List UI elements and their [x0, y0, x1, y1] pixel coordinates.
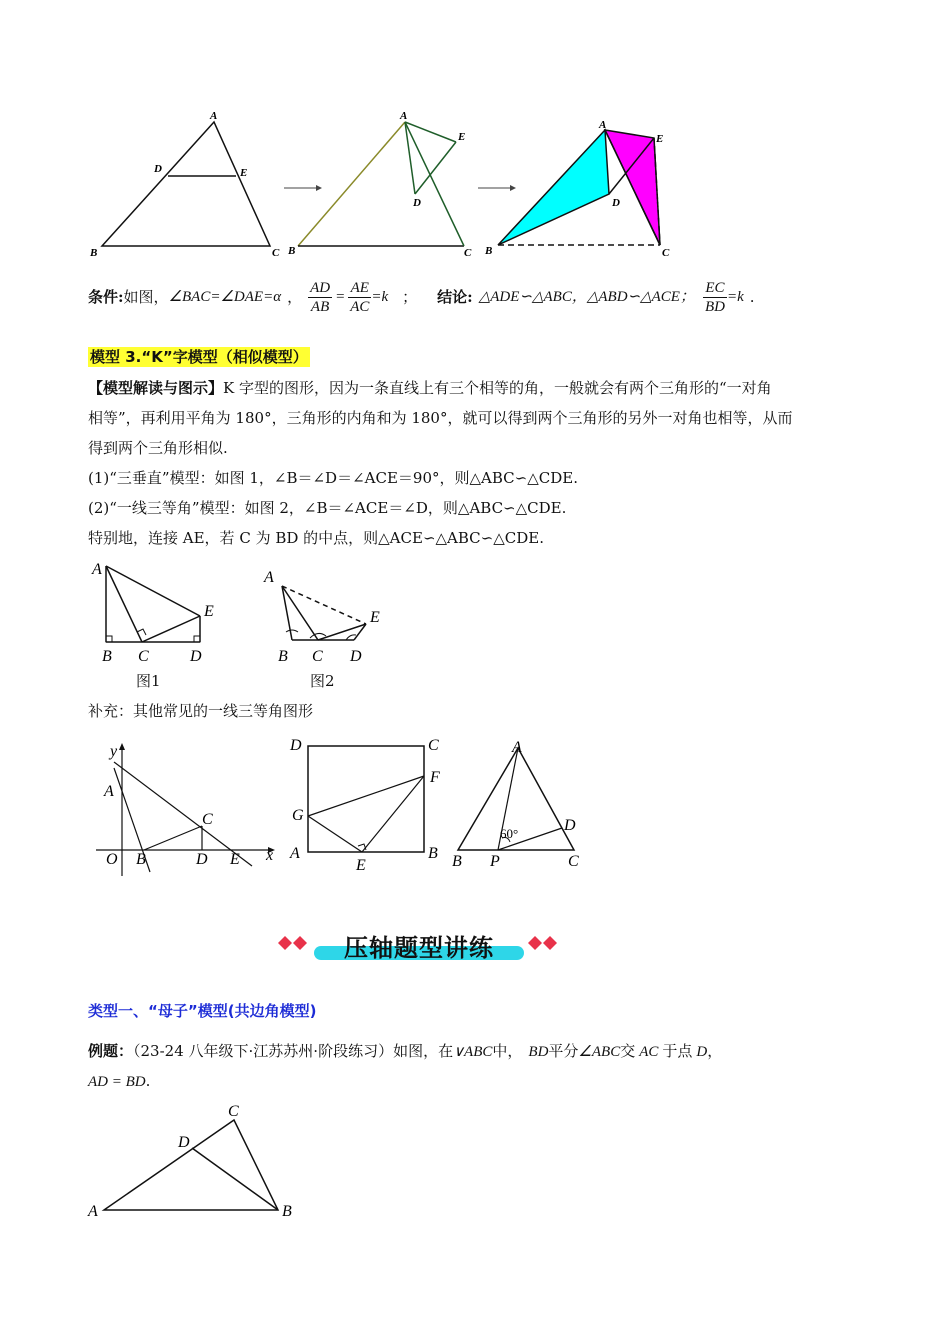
label-D: D: [178, 1134, 190, 1151]
label-E: E: [370, 609, 380, 626]
label-C: C: [202, 811, 213, 828]
label-D: D: [564, 817, 576, 834]
example-line2: AD = BD.: [88, 1072, 151, 1090]
label-F: F: [430, 769, 440, 786]
model3-para-line3: 得到两个三角形相似.: [88, 439, 228, 457]
model2-figure-3: [484, 112, 674, 262]
model3-para-line1: 【模型解读与图示】K 字型的图形，因为一条直线上有三个相等的角，一般就会有两个三角形的“一对角: [88, 379, 772, 397]
label-E: E: [240, 167, 248, 179]
fraction-ae-ac: $\frac{AE}{AC}$: [350, 279, 370, 315]
fig2-caption: 图2: [310, 672, 335, 690]
condition-angles: ∠BAC=∠DAE=α: [168, 289, 282, 305]
label-A: A: [599, 119, 607, 131]
label-C: C: [464, 247, 472, 259]
supplement-figure-square: [288, 734, 448, 874]
label-B: B: [278, 648, 288, 665]
type1-title: 类型一、“母子”模型(共边角模型): [88, 1002, 317, 1020]
label-C: C: [662, 247, 670, 259]
label-angle: 60°: [500, 826, 519, 841]
label-D: D: [612, 197, 620, 209]
k-model-figure-1: [88, 560, 228, 670]
model3-para-line2: 相等”，再利用平角为 180°，三角形的内角和为 180°，就可以得到两个三角形的另外一对角也相等，从而: [88, 409, 793, 427]
label-A: A: [92, 561, 102, 578]
model3-item3: 特别地，连接 AE，若 C 为 BD 的中点，则△ACE∽△ABC∽△CDE.: [88, 529, 544, 547]
banner-title: 压轴题型讲练: [344, 934, 494, 962]
label-O: O: [106, 851, 118, 868]
label-D: D: [196, 851, 208, 868]
supplement-figure-coordinate: [92, 740, 292, 880]
fig1-caption: 图1: [136, 672, 161, 690]
label-C: C: [228, 1103, 239, 1120]
model3-item1: (1)“三垂直”模型：如图 1，∠B＝∠D＝∠ACE＝90°，则△ABC∽△CDE.: [88, 469, 578, 487]
label-D: D: [154, 163, 162, 175]
label-A: A: [264, 569, 274, 586]
conclusion-label: 结论:: [437, 288, 473, 306]
label-E: E: [656, 133, 664, 145]
label-B: B: [288, 245, 296, 257]
label-A: A: [290, 845, 300, 862]
example-figure: [88, 1100, 308, 1220]
conclusion-text: △ADE∽△ABC，△ABD∽△ACE；: [478, 289, 695, 305]
label-G: G: [292, 807, 304, 824]
label-D: D: [413, 197, 421, 209]
diamond-right-icon: [528, 936, 560, 950]
model3-title: 模型 3.“K”字模型（相似模型）: [90, 348, 308, 366]
label-E: E: [204, 603, 214, 620]
model2-figure-1: [88, 112, 278, 262]
label-A: A: [400, 110, 408, 122]
label-A: A: [104, 783, 114, 800]
label-B: B: [485, 245, 493, 257]
supplement-text: 补充：其他常见的一线三等角图形: [88, 702, 314, 720]
label-B: B: [90, 247, 98, 259]
label-E: E: [458, 131, 466, 143]
label-C: C: [428, 737, 439, 754]
label-B: B: [282, 1203, 292, 1220]
label-B: B: [102, 648, 112, 665]
condition-text: 如图，: [123, 288, 169, 306]
label-D: D: [350, 648, 362, 665]
label-A: A: [88, 1203, 98, 1220]
supplement-figure-triangle: [448, 734, 588, 874]
label-D: D: [190, 648, 202, 665]
example-line1: 例题：（23-24 八年级下·江苏苏州·阶段练习）如图，在∨ABC中， BD平分∠ABC交 AC 于点 D，: [88, 1042, 723, 1060]
label-C: C: [138, 648, 149, 665]
label-B: B: [428, 845, 438, 862]
k-model-figure-2: [262, 560, 402, 670]
fraction-ad-ab: $\frac{AD}{AB}$: [310, 279, 331, 315]
label-C: C: [272, 247, 280, 259]
label-A: A: [512, 739, 522, 756]
label-B: B: [452, 853, 462, 870]
label-C: C: [312, 648, 323, 665]
diamond-left-icon: [278, 936, 310, 950]
label-E: E: [230, 851, 240, 868]
model3-item2: (2)“一线三等角”模型：如图 2，∠B＝∠ACE＝∠D，则△ABC∽△CDE.: [88, 499, 567, 517]
section-banner: [276, 926, 566, 966]
fraction-ec-bd: $\frac{EC}{BD}$: [704, 279, 725, 315]
label-B: B: [136, 851, 146, 868]
condition-label: 条件:: [88, 288, 124, 306]
label-A: A: [210, 110, 218, 122]
model2-figure-2: [288, 112, 478, 262]
label-E: E: [356, 857, 366, 874]
condition-line: 条件: 如图， ∠BAC=∠DAE=α ， $\frac{AD}{AB}$ = $\frac{AE}{AC}$ =k ； 结论: △ADE∽△ABC，△ABD∽△ACE； $\frac{EC}{BD}$ =k .: [88, 279, 755, 315]
label-y: y: [110, 743, 118, 760]
label-P: P: [490, 853, 500, 870]
label-x: x: [266, 847, 274, 864]
label-C: C: [568, 853, 579, 870]
label-D: D: [290, 737, 302, 754]
